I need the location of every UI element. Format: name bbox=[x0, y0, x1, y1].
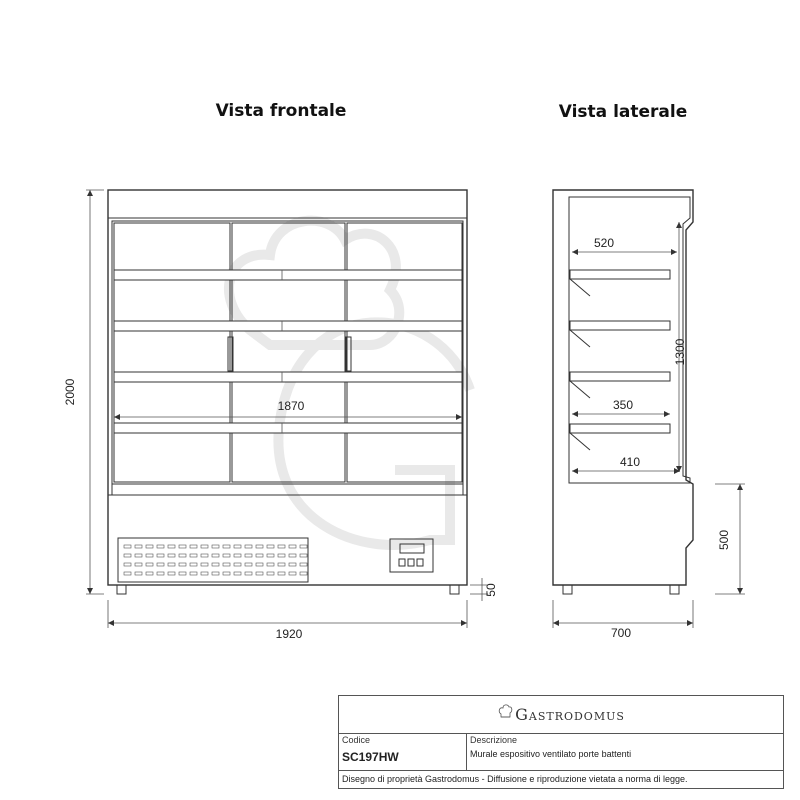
front-foot-right bbox=[450, 585, 459, 594]
grille-slot bbox=[190, 554, 197, 557]
front-shelf bbox=[114, 372, 462, 382]
grille-slot bbox=[168, 554, 175, 557]
grille-slot bbox=[157, 563, 164, 566]
grille-slot bbox=[135, 572, 142, 575]
grille-slot bbox=[201, 554, 208, 557]
grille-slot bbox=[201, 545, 208, 548]
grille-slot bbox=[234, 545, 241, 548]
grille-slot bbox=[267, 545, 274, 548]
grille-slot bbox=[212, 572, 219, 575]
grille-slot bbox=[300, 545, 307, 548]
grille-slot bbox=[256, 572, 263, 575]
side-foot-right bbox=[670, 585, 679, 594]
dim-front-foot: 50 bbox=[484, 583, 498, 597]
product-description: Murale espositivo ventilato porte battenti bbox=[470, 749, 632, 759]
grille-slot bbox=[234, 572, 241, 575]
grille-slot bbox=[289, 563, 296, 566]
front-shelf bbox=[114, 423, 462, 433]
description-label: Descrizione bbox=[470, 735, 518, 745]
title-block-brand bbox=[339, 696, 783, 734]
grille-slot bbox=[223, 563, 230, 566]
grille-slot bbox=[289, 554, 296, 557]
grille-slot bbox=[245, 545, 252, 548]
grille-slot bbox=[190, 563, 197, 566]
grille-slot bbox=[146, 563, 153, 566]
side-view bbox=[553, 190, 745, 640]
grille-slot bbox=[179, 572, 186, 575]
grille-slot bbox=[267, 572, 274, 575]
grille-slot bbox=[146, 545, 153, 548]
code-cell bbox=[339, 734, 467, 770]
chef-hat-logo-icon bbox=[497, 702, 513, 728]
dim-front-height: 2000 bbox=[63, 378, 77, 406]
side-shelf bbox=[570, 372, 670, 381]
grille-slot bbox=[212, 554, 219, 557]
grille-slot bbox=[212, 563, 219, 566]
dim-side-base-height: 500 bbox=[717, 529, 731, 551]
grille-slot bbox=[300, 554, 307, 557]
grille-slot bbox=[179, 563, 186, 566]
grille-slot bbox=[157, 572, 164, 575]
ventilation-grille bbox=[118, 538, 308, 582]
description-cell bbox=[467, 734, 783, 770]
grille-slot bbox=[124, 572, 131, 575]
grille-slot bbox=[135, 545, 142, 548]
grille-slot bbox=[124, 545, 131, 548]
grille-slot bbox=[256, 545, 263, 548]
side-shelf bbox=[570, 321, 670, 330]
brand-name: Gastrodomus bbox=[515, 705, 625, 724]
watermark-logo bbox=[229, 221, 470, 545]
grille-slot bbox=[223, 545, 230, 548]
grille-slot bbox=[212, 545, 219, 548]
dim-front-width: 1920 bbox=[275, 627, 303, 641]
grille-slot bbox=[267, 563, 274, 566]
dim-side-top-depth: 520 bbox=[593, 236, 615, 250]
grille-slot bbox=[201, 572, 208, 575]
grille-slot bbox=[278, 572, 285, 575]
grille-slot bbox=[168, 545, 175, 548]
side-foot-left bbox=[563, 585, 572, 594]
control-button bbox=[417, 559, 423, 566]
grille-slot bbox=[278, 545, 285, 548]
front-door-left bbox=[114, 223, 230, 482]
control-button bbox=[399, 559, 405, 566]
grille-slot bbox=[289, 572, 296, 575]
grille-slot bbox=[245, 563, 252, 566]
grille-slot bbox=[168, 572, 175, 575]
grille-slot bbox=[135, 563, 142, 566]
side-cabinet-outline bbox=[553, 190, 693, 585]
product-code: SC197HW bbox=[342, 750, 399, 764]
grille-slot bbox=[179, 545, 186, 548]
control-button bbox=[408, 559, 414, 566]
grille-slot bbox=[168, 563, 175, 566]
grille-slot bbox=[278, 554, 285, 557]
grille-slot bbox=[135, 554, 142, 557]
grille-slot bbox=[300, 563, 307, 566]
grille-slot bbox=[223, 554, 230, 557]
dim-side-shelf-depth: 350 bbox=[612, 398, 634, 412]
front-view-title: Vista frontale bbox=[215, 101, 347, 121]
side-shelf bbox=[570, 270, 670, 279]
grille-slot bbox=[124, 554, 131, 557]
grille-slot bbox=[234, 563, 241, 566]
front-shelf bbox=[114, 321, 462, 331]
grille-slot bbox=[201, 563, 208, 566]
grille-slot bbox=[223, 572, 230, 575]
grille-slot bbox=[124, 563, 131, 566]
grille-slot bbox=[300, 572, 307, 575]
grille-slot bbox=[256, 563, 263, 566]
grille-slots bbox=[124, 545, 307, 575]
grille-slot bbox=[234, 554, 241, 557]
code-label: Codice bbox=[342, 735, 371, 745]
front-foot-left bbox=[117, 585, 126, 594]
dim-side-bottom-depth: 410 bbox=[619, 455, 641, 469]
grille-slot bbox=[190, 572, 197, 575]
grille-slot bbox=[146, 554, 153, 557]
grille-slot bbox=[267, 554, 274, 557]
side-view-title: Vista laterale bbox=[558, 102, 688, 122]
grille-slot bbox=[289, 545, 296, 548]
dim-side-depth: 700 bbox=[610, 626, 632, 640]
grille-slot bbox=[190, 545, 197, 548]
copyright-notice: Disegno di proprietà Gastrodomus - Diffusione e riproduzione vietata a norma di legge. bbox=[342, 774, 688, 784]
grille-slot bbox=[146, 572, 153, 575]
front-shelf bbox=[114, 270, 462, 280]
grille-slot bbox=[245, 572, 252, 575]
grille-slot bbox=[157, 545, 164, 548]
dim-front-inner-width: 1870 bbox=[277, 399, 305, 413]
side-shelf bbox=[570, 424, 670, 433]
grille-slot bbox=[245, 554, 252, 557]
dim-side-inner-height: 1300 bbox=[673, 338, 687, 366]
grille-slot bbox=[157, 554, 164, 557]
grille-slot bbox=[256, 554, 263, 557]
grille-slot bbox=[278, 563, 285, 566]
grille-slot bbox=[179, 554, 186, 557]
title-block bbox=[338, 695, 784, 789]
